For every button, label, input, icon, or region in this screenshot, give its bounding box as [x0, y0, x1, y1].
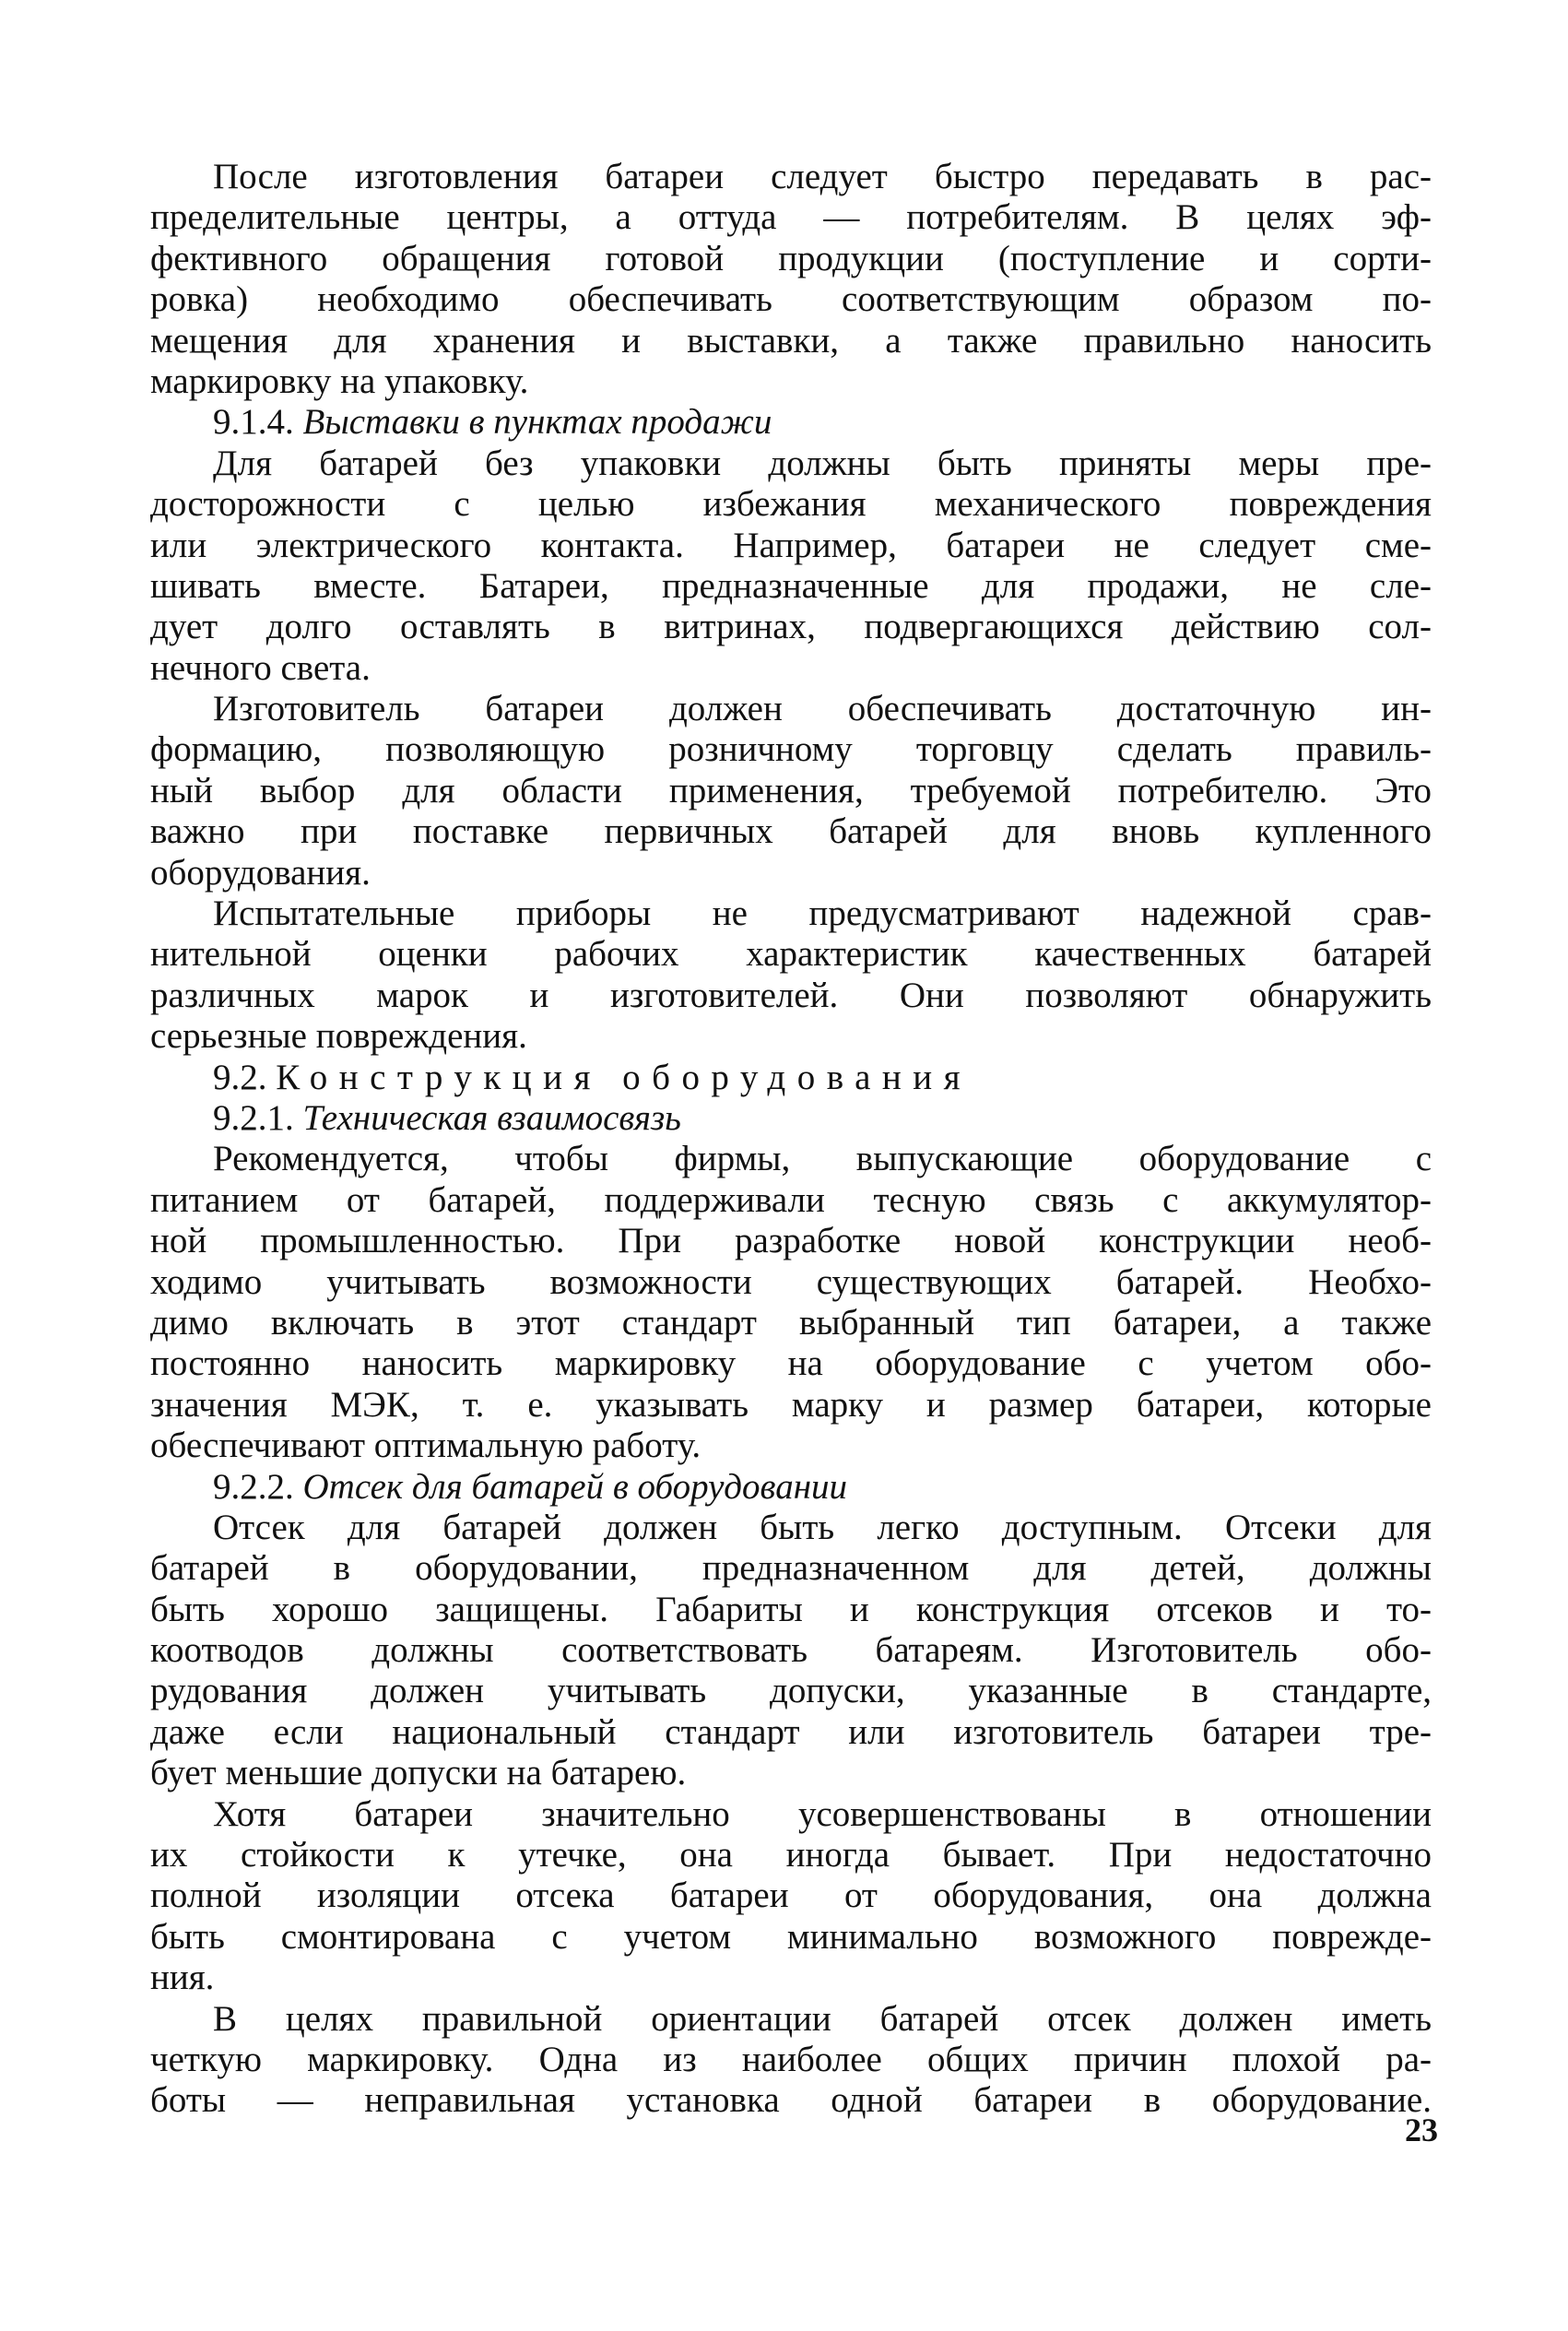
- text-line: нечного света.: [150, 647, 371, 688]
- text-line: После изготовления батареи следует быстро передавать в рас-: [213, 157, 1432, 196]
- text-line: рудования должен учитывать допуски, указанные в стандарте,: [150, 1671, 1432, 1711]
- section-title: Отсек для батарей в оборудовании: [302, 1466, 848, 1507]
- text-line: Хотя батареи значительно усовершенствованы в отношении: [213, 1793, 1432, 1834]
- text-line: Рекомендуется, чтобы фирмы, выпускающие оборудование с: [213, 1139, 1432, 1179]
- text-line: обеспечивают оптимальную работу.: [150, 1426, 701, 1466]
- text-line: даже если национальный стандарт или изготовитель батареи тре-: [150, 1711, 1432, 1752]
- text-line: различных марок и изготовителей. Они позволяют обнаружить: [150, 975, 1432, 1015]
- text-line: важно при поставке первичных батарей для вновь купленного: [150, 811, 1432, 852]
- section-number: 9.2.2.: [213, 1466, 294, 1507]
- text-line: формацию, позволяющую розничному торговцу сделать правиль-: [150, 729, 1432, 770]
- text-line: быть смонтирована с учетом минимально возможного поврежде-: [150, 1916, 1432, 1957]
- section-number: 9.2.1.: [213, 1097, 294, 1138]
- text-line: ровка) необходимо обеспечивать соответствующим образом по-: [150, 279, 1432, 320]
- text-line: их стойкости к утечке, она иногда бывает. При недостаточно: [150, 1835, 1432, 1875]
- text-line: быть хорошо защищены. Габариты и конструкция отсеков и то-: [150, 1589, 1432, 1629]
- text-line: нительной оценки рабочих характеристик качественных батарей: [150, 934, 1432, 975]
- section-heading: [150, 1098, 1432, 1139]
- text-line: питанием от батарей, поддерживали тесную связь с аккумулятор-: [150, 1179, 1432, 1220]
- text-line: ной промышленностью. При разработке новой конструкции необ-: [150, 1221, 1432, 1261]
- text-line: Изготовитель батареи должен обеспечивать достаточную ин-: [213, 689, 1432, 729]
- text-line: ния.: [150, 1958, 215, 1998]
- text-line: ный выбор для области применения, требуемой потребителю. Это: [150, 770, 1432, 811]
- text-line: четкую маркировку. Одна из наиболее общих причин плохой ра-: [150, 2039, 1432, 2079]
- text-line: шивать вместе. Батареи, предназначенные для продажи, не сле-: [150, 565, 1432, 606]
- text-line: димо включать в этот стандарт выбранный тип батареи, а также: [150, 1302, 1432, 1343]
- text-line: ходимо учитывать возможности существующих батарей. Необхо-: [150, 1261, 1432, 1302]
- section-number: 9.2.: [213, 1057, 267, 1097]
- section-title: Выставки в пунктах продажи: [302, 402, 772, 443]
- text-line: полной изоляции отсека батареи от оборудования, она должна: [150, 1875, 1432, 1916]
- section-title: Конструкция оборудования: [276, 1057, 973, 1097]
- text-line: коотводов должны соответствовать батареям. Изготовитель обо-: [150, 1630, 1432, 1671]
- text-line: пределительные центры, а оттуда — потребителям. В целях эф-: [150, 197, 1432, 238]
- section-heading: [150, 402, 1432, 443]
- text-line: батарей в оборудовании, предназначенном для детей, должны: [150, 1548, 1432, 1589]
- text-line: фективного обращения готовой продукции (поступление и сорти-: [150, 238, 1432, 278]
- text-line: мещения для хранения и выставки, а также правильно наносить: [150, 320, 1432, 361]
- text-line: бует меньшие допуски на батарею.: [150, 1753, 687, 1793]
- text-line: Для батарей без упаковки должны быть приняты меры пре-: [213, 443, 1432, 483]
- text-line: боты — неправильная установка одной батареи в оборудование.: [150, 2080, 1432, 2121]
- text-line: Испытательные приборы не предусматривают надежной срав-: [213, 893, 1432, 934]
- section-title: Техническая взаимосвязь: [302, 1097, 681, 1138]
- section-heading: [150, 1058, 1432, 1098]
- text-line: постоянно наносить маркировку на оборудование с учетом обо-: [150, 1343, 1432, 1384]
- section-heading: [150, 1467, 1432, 1508]
- body-text: [150, 157, 1432, 2122]
- text-line: маркировку на упаковку.: [150, 361, 529, 401]
- text-line: В целях правильной ориентации батарей отсек должен иметь: [213, 1998, 1432, 2039]
- text-line: Отсек для батарей должен быть легко доступным. Отсеки для: [213, 1507, 1432, 1547]
- text-line: досторожности с целью избежания механического повреждения: [150, 484, 1432, 525]
- text-line: или электрического контакта. Например, батареи не следует сме-: [150, 525, 1432, 565]
- text-line: дует долго оставлять в витринах, подвергающихся действию сол-: [150, 607, 1432, 647]
- text-line: серьезные повреждения.: [150, 1016, 527, 1057]
- section-number: 9.1.4.: [213, 402, 294, 443]
- page-number: 23: [1405, 2112, 1438, 2148]
- text-line: значения МЭК, т. е. указывать марку и размер батареи, которые: [150, 1384, 1432, 1425]
- text-line: оборудования.: [150, 852, 371, 893]
